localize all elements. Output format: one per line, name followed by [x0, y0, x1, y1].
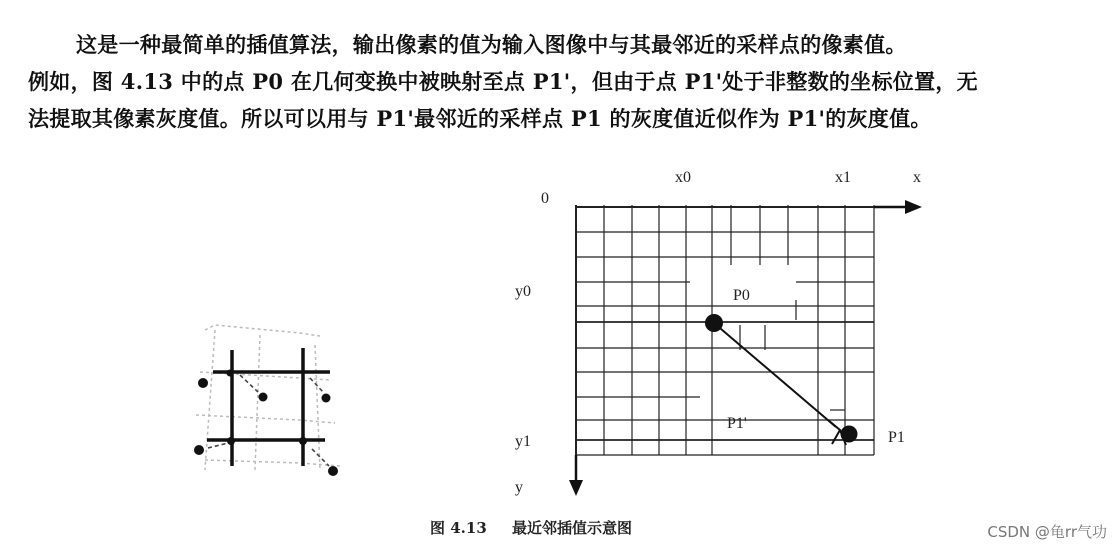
- figure-caption-title: 最近邻插值示意图: [512, 519, 633, 537]
- x-axis-arrow: [874, 200, 922, 214]
- paragraph-line-1: 这是一种最简单的插值算法，输出像素的值为输入图像中与其最邻近的采样点的像素值。: [76, 32, 907, 57]
- watermark: CSDN @龟rr气功: [987, 523, 1107, 541]
- x0-label: x0: [675, 169, 691, 186]
- y1-label: y1: [515, 433, 531, 450]
- origin-label: 0: [541, 190, 549, 207]
- p1-label: P1: [888, 429, 905, 446]
- p1-prime-label: P1': [727, 415, 747, 432]
- y-axis-arrow: [569, 455, 583, 496]
- figure-caption-number: 图 4.13: [430, 519, 487, 537]
- x1-label: x1: [835, 169, 851, 186]
- point-p0: [705, 314, 723, 332]
- point-p1: [841, 426, 858, 443]
- paragraph-line-3: 法提取其像素灰度值。所以可以用与 P1'最邻近的采样点 P1 的灰度值近似作为 P1'的灰度值。: [28, 106, 932, 131]
- paragraph-line-2: 例如，图 4.13 中的点 P0 在几何变换中被映射至点 P1'，但由于点 P1'处于非整数的坐标位置，无: [28, 69, 978, 94]
- y0-label: y0: [515, 283, 531, 300]
- p0-label: P0: [733, 287, 750, 304]
- right-grid: [576, 205, 874, 455]
- x-axis-label: x: [913, 169, 921, 186]
- y-axis-label: y: [515, 479, 523, 496]
- left-sketch: [194, 325, 340, 476]
